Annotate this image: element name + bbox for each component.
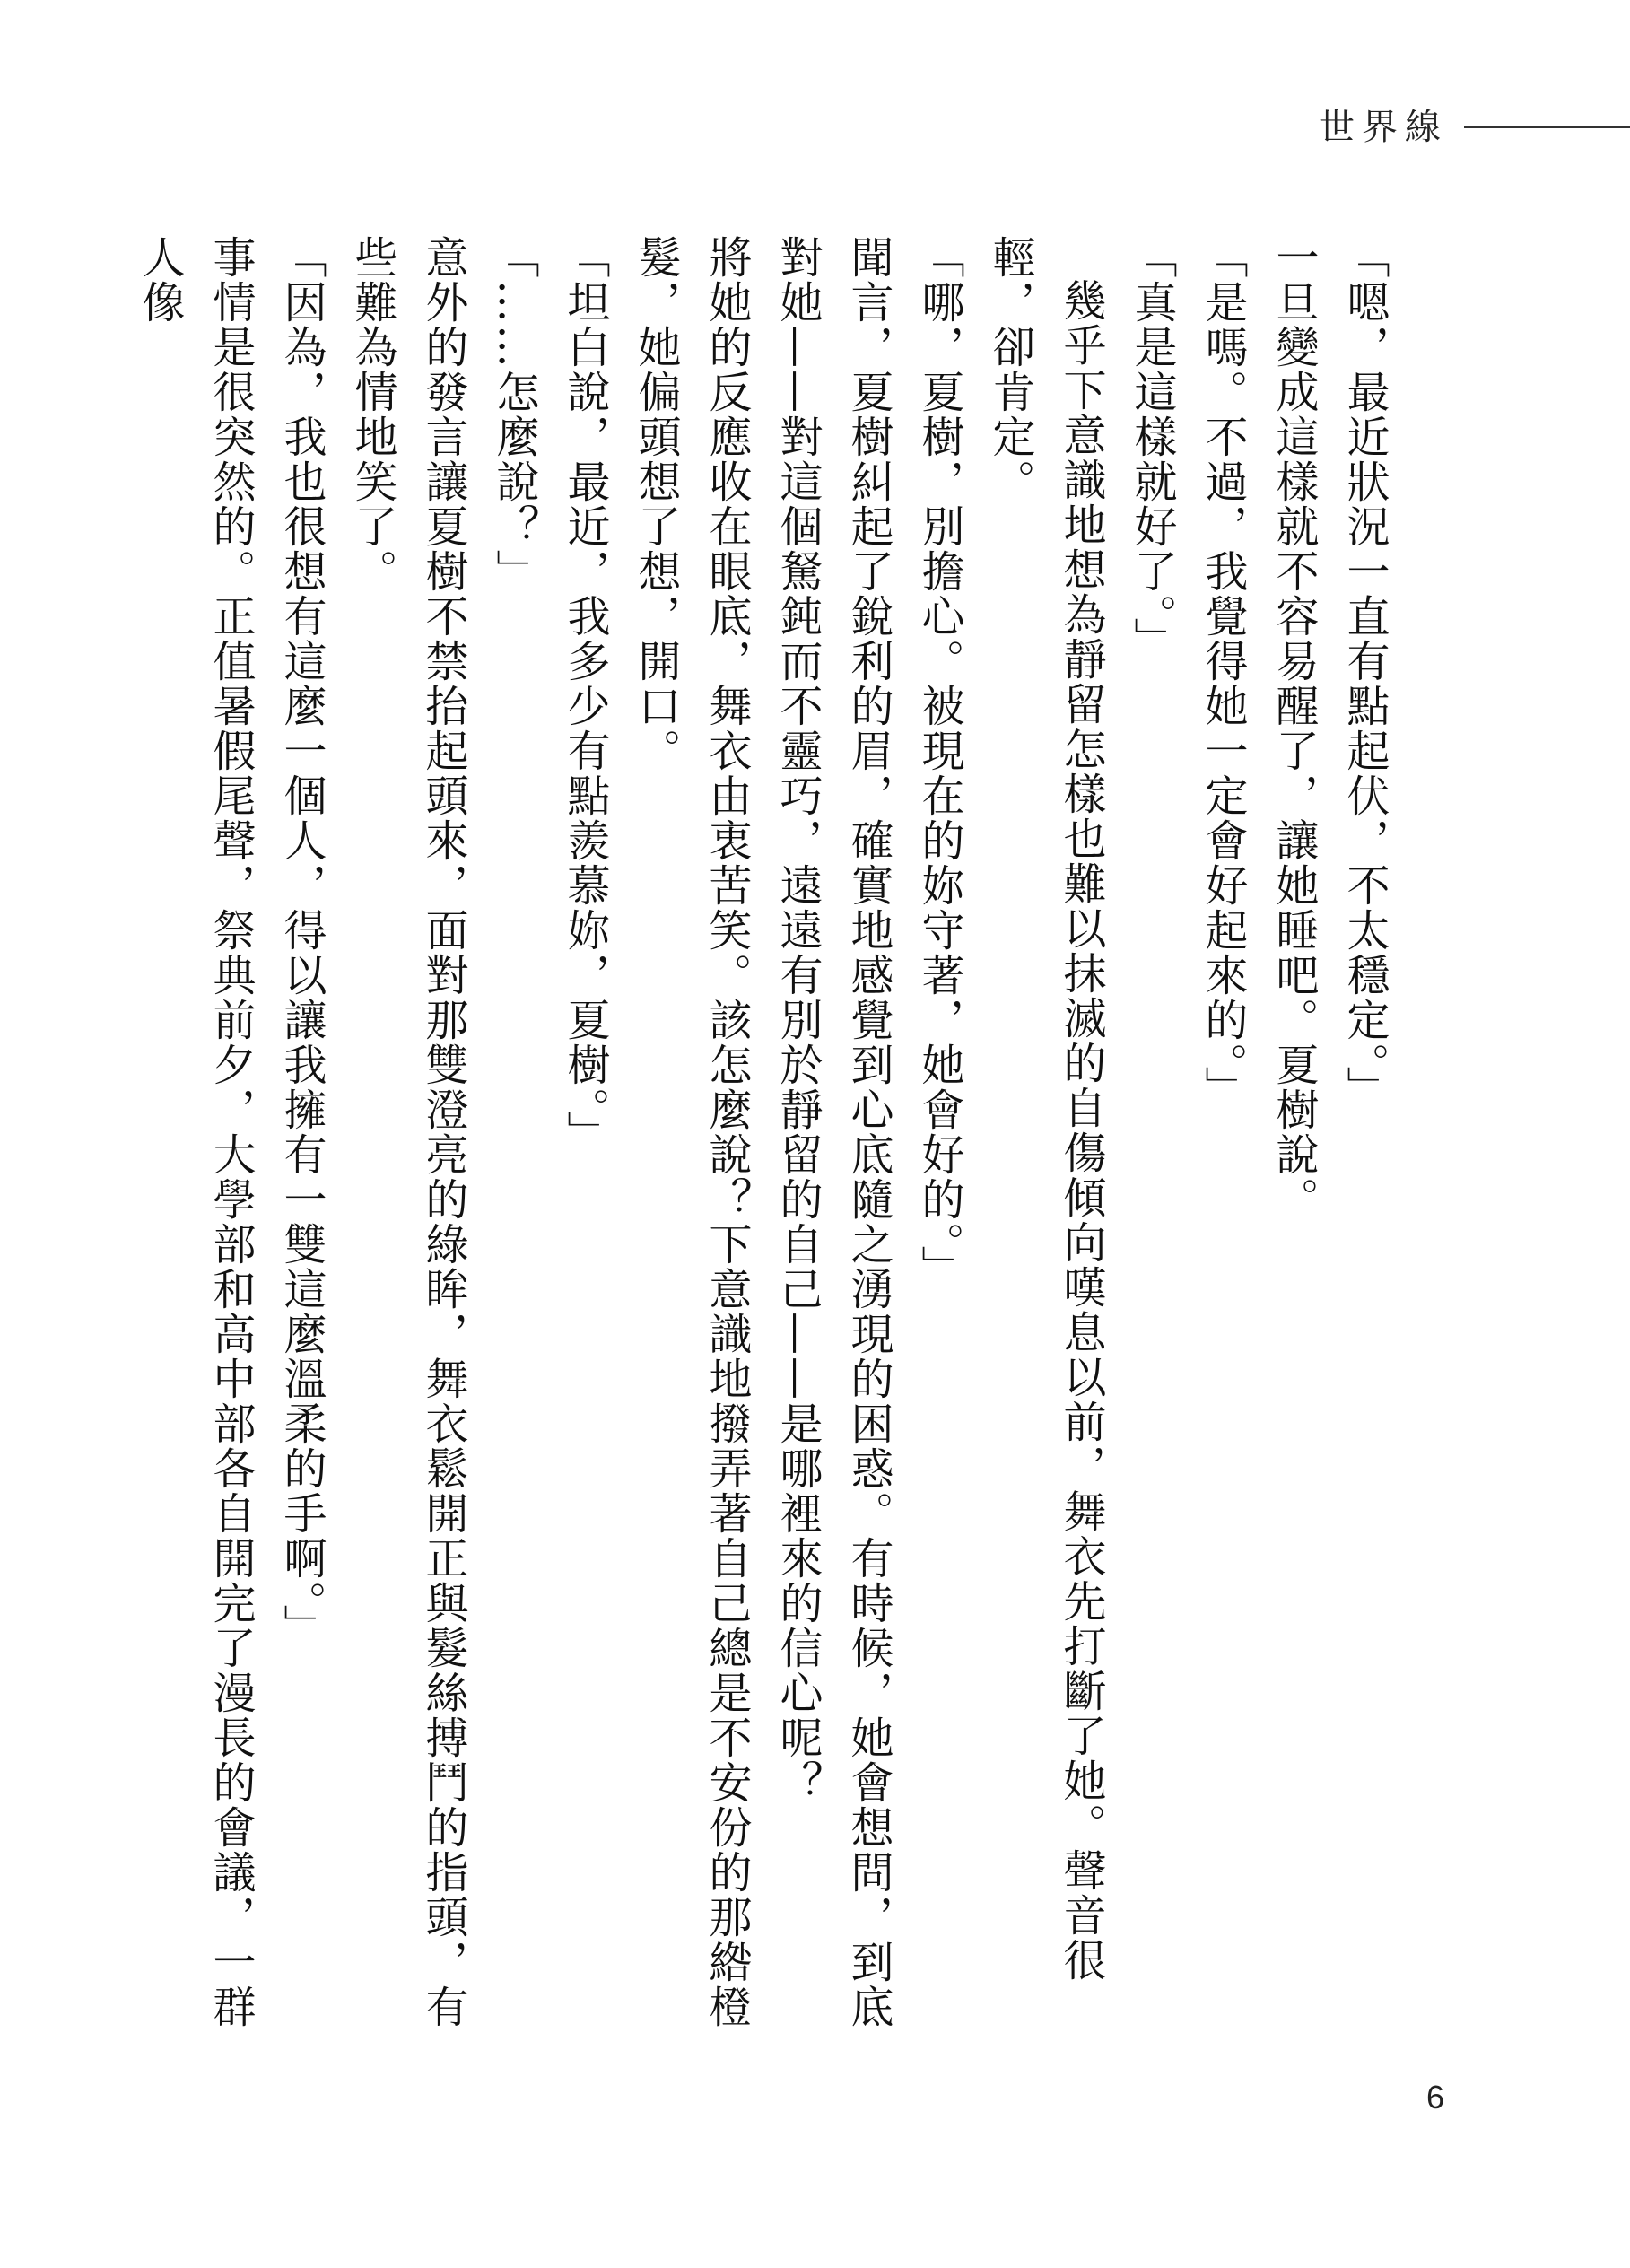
- paragraph: 「哪，夏樹，別擔心。被現在的妳守著，她會好的。」: [914, 235, 964, 1290]
- paragraph: 聞言，夏樹糾起了銳利的眉，確實地感覺到心底隨之湧現的困惑。有時候，她會想問，到底對她——對這個駑鈍而不靈巧，遠遠有別於靜留的自己——是哪裡來的信心呢？: [772, 235, 893, 2029]
- paragraph: 「是嗎。不過，我覺得她一定會好起來的。」: [1198, 235, 1248, 1111]
- header-rule: [1464, 126, 1630, 128]
- body-text-vertical: [135, 235, 1399, 2054]
- paragraph: 「坦白說，最近，我多少有點羨慕妳，夏樹。」: [560, 235, 610, 1156]
- paragraph: 事情是很突然的。正值暑假尾聲，祭典前夕，大學部和高中部各自開完了漫長的會議，一群人像: [135, 235, 256, 2029]
- paragraph: 一旦變成這樣就不容易醒了，讓她睡吧。夏樹說。: [1268, 235, 1319, 1222]
- running-header: [1319, 106, 1630, 149]
- paragraph: 「真是這樣就好了。」: [1127, 235, 1177, 662]
- paragraph: 幾乎下意識地想為靜留怎樣也難以抹滅的自傷傾向嘆息以前，舞衣先打斷了她。聲音很輕，卻肯定。: [985, 235, 1106, 1983]
- page-number: 6: [1426, 2079, 1445, 2115]
- paragraph: 「嗯，最近狀況一直有點起伏，不太穩定。」: [1339, 235, 1390, 1111]
- paragraph: 「因為，我也很想有這麼一個人，得以讓我擁有一雙這麼溫柔的手啊。」: [276, 235, 327, 1649]
- paragraph: 「……怎麼說？」: [489, 235, 539, 594]
- paragraph: 將她的反應收在眼底，舞衣由衷苦笑。該怎麼說？下意識地撥弄著自己總是不安份的那綹橙髮，她偏頭想了想，開口。: [631, 235, 752, 2029]
- paragraph: 意外的發言讓夏樹不禁抬起頭來，面對那雙澄亮的綠眸，舞衣鬆開正與髮絲搏鬥的指頭，有些難為情地笑了。: [347, 235, 468, 2029]
- running-title: 世界線: [1319, 107, 1448, 148]
